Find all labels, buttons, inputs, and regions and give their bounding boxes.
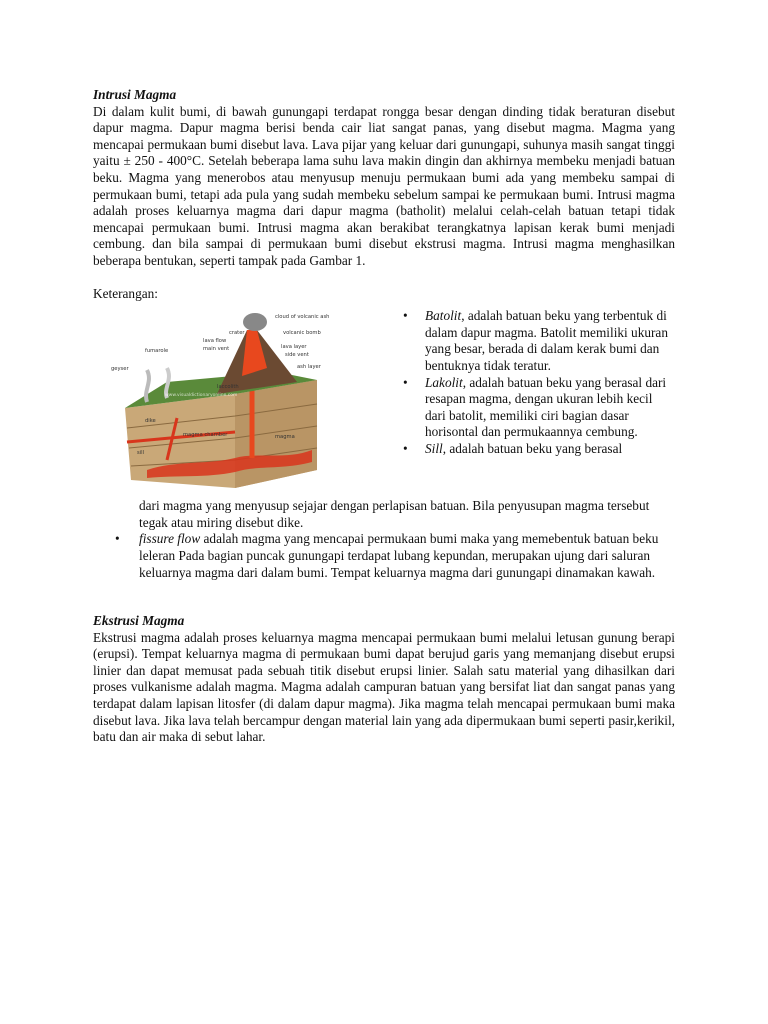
label-chamber: magma chamber: [183, 432, 228, 439]
section-heading-intrusi: Intrusi Magma: [93, 87, 177, 102]
bullet-dot: •: [403, 440, 408, 456]
label-cloud: cloud of volcanic ash: [275, 314, 330, 321]
list-item: [399, 308, 675, 374]
bullet-term: fissure flow: [139, 531, 201, 547]
label-laccolith: laccolith: [217, 384, 239, 391]
label-crater: crater: [229, 330, 245, 337]
bullet-dot: •: [403, 308, 408, 324]
list-item: [399, 375, 675, 441]
bullet-list-right: [399, 308, 675, 457]
label-magma: magma: [275, 434, 295, 441]
label-lava-flow: lava flow: [203, 338, 227, 345]
label-bomb: volcanic bomb: [283, 330, 321, 337]
figure-section: [93, 308, 675, 498]
ash-cloud: [243, 313, 267, 331]
watermark-text: www.visualdictionaryonline.com: [165, 393, 238, 399]
label-ash-layer: ash layer: [297, 364, 321, 371]
paragraph-intrusi: Di dalam kulit bumi, di bawah gunungapi terdapat rongga besar dengan dinding tidak beraturan disebut dapur magma. Dapur magma berisi benda cair liat sangat panas, yang disebut magma. Magma yang mencapai permukaan bumi disebut lava. Lava pijar yang keluar dari gunungapi, suhunya masih sangat tinggi yaitu ± 250 - 400°C. Setelah beberapa lama suhu lava makin dingin dan akhirnya membeku menjadi batuan beku. Magma yang menerobos atau menyusup menuju permukaan bumi ada yang membeku sampai di permukaan bumi, tetapi ada pula yang sudah membeku sebelum sampai ke permukaan bumi. Intrusi magma adalah proses keluarnya magma dari dapur magma (batholit) melalui celah-celah batuan tetapi tidak mencapai permukaan bumi. Intrusi magma akan berakibat terangkatnya lapisan kerak bumi menjadi cembung. dan bila sampai di permukaan bumi disebut ekstrusi magma. Intrusi magma menghasilkan beberapa bentukan, seperti tampak pada Gambar 1.: [93, 103, 675, 268]
bullet-text: , adalah batuan beku yang terbentuk di dalam dapur magma. Batolit memiliki ukuran yang besar, berada di dalam kerak bumi dan bentuknya tidak teratur.: [425, 308, 668, 373]
label-dike: dike: [145, 418, 156, 425]
bullet-text: , adalah batuan beku yang berasal: [442, 440, 623, 456]
bullet-dot: •: [115, 531, 120, 547]
label-main-vent: main vent: [203, 346, 230, 353]
paragraph-ekstrusi: Ekstrusi magma adalah proses keluarnya magma mencapai permukaan bumi melalui letusan gunung berapi (erupsi). Tempat keluarnya magma di permukaan bumi dapat berujud garis yang memanjang disebut erupsi linier dan dapat memusat pada sebuah titik disebut erupsi linier. Salah satu material yang dihasilkan dari proses vulkanisme adalah magma. Magma adalah campuran batuan yang bersifat liat dan sangat panas yang terdapat dalam lapisan litosfer (di dalam dapur magma). Jika magma telah mencapai permukaan bumi maka disebut lava. Jika lava telah bercampur dengan material lain yang ada dipermukaan bumi seperti pasir,kerikil, batu dan air maka di sebut lahar.: [93, 629, 675, 745]
label-fumarole: fumarole: [145, 348, 169, 355]
keterangan-label: Keterangan:: [93, 285, 158, 301]
volcano-diagram: [107, 310, 347, 496]
label-side-vent: side vent: [285, 352, 309, 359]
section-heading-ekstrusi: Ekstrusi Magma: [93, 613, 185, 629]
bullet-list-full: [93, 531, 675, 581]
bullet-term: Batolit: [425, 308, 462, 324]
bullet-continuation: dari magma yang menyusup sejajar dengan perlapisan batuan. Bila penyusupan magma tersebut tegak atau miring disebut dike.: [139, 498, 650, 530]
bullet-dot: •: [403, 374, 408, 390]
label-geyser: geyser: [111, 366, 129, 373]
label-lava-layer: lava layer: [281, 344, 307, 351]
document-page: [93, 87, 675, 746]
bullet-text: adalah magma yang mencapai permukaan bumi maka yang memebentuk batuan beku leleran Pada bagian puncak gunungapi terdapat lubang kepundan, merupakan ujung dari saluran keluarnya magma dari dalam bumi. Tempat keluarnya magma dari gunungapi dinamakan kawah.: [139, 531, 659, 580]
bullet-term: Sill: [425, 440, 443, 456]
list-item: [399, 441, 675, 458]
list-item: [93, 531, 675, 581]
bullet-term: Lakolit: [425, 374, 463, 390]
bullet-text: , adalah batuan beku yang berasal dari resapan magma, dengan ukuran lebih kecil dari batolit, memiliki ciri bagian dasar horisontal dan permukaannya cembung.: [425, 374, 667, 440]
label-sill: sill: [137, 450, 145, 457]
